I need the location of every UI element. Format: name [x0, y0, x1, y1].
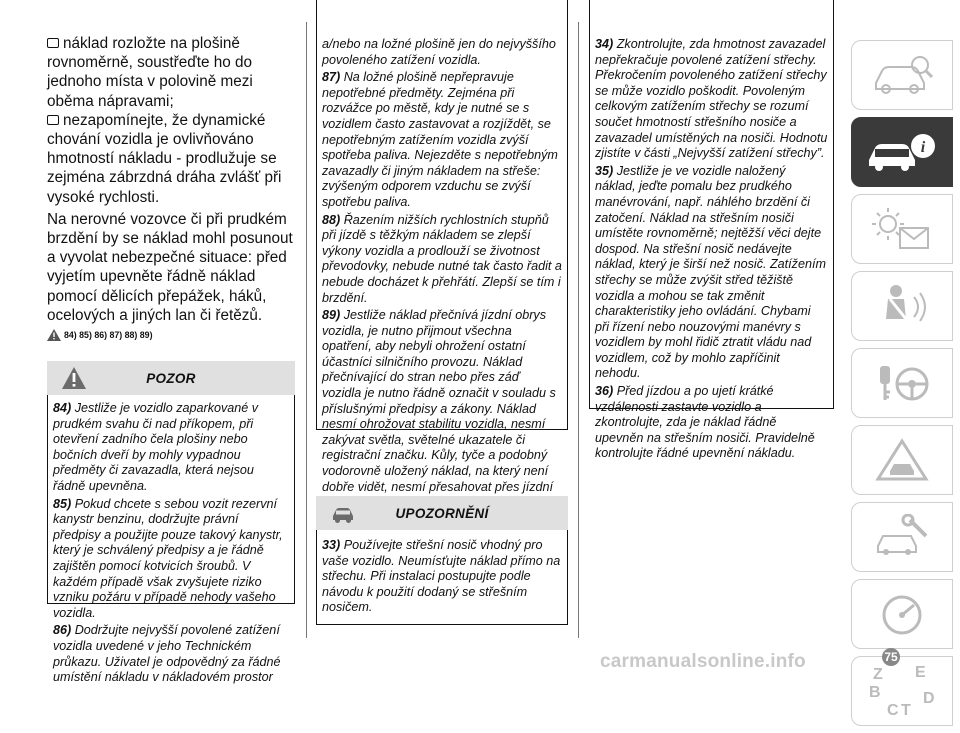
checkbox-bullet-icon	[47, 115, 59, 125]
pozor-title: POZOR	[146, 370, 196, 386]
index-letter: C	[887, 702, 899, 719]
lights-mail-icon	[870, 206, 934, 252]
warning-references	[47, 329, 295, 341]
column-1	[47, 34, 295, 685]
note-number: 33)	[322, 538, 341, 552]
note-number: 34)	[595, 37, 614, 51]
warning-triangle-icon	[61, 366, 87, 390]
index-letter: E	[915, 664, 926, 681]
upozorneni-banner	[316, 496, 568, 530]
note-number: 84)	[53, 401, 72, 416]
tab-lights-mail[interactable]	[851, 194, 953, 264]
tab-alphabet-index[interactable]	[851, 656, 953, 726]
note-item	[53, 401, 289, 495]
column-2	[316, 0, 568, 625]
bullet-item	[47, 34, 295, 111]
note-text: Jestliže je ve vozidle naložený náklad, jeďte pomalu bez prudkého manévrování, např. náhlého brzdění či zatočení. Náklad na střešním nosiči umístěte rovnoměrně; nejtěžší věci dejte dospod. Na střešní nosič nedávejte náklad, který je širší než nosič. Zatížením střechy se může zvýšit střed těžiště vozidla a mohou se tak změnit charakteristiky jeho ovládání. Chybami při řízení nebo nouzovými manévry s vozidlem by mohl řidič ztratit vládu nad vozidlem, což by mohlo zapříčinit nehodu.	[595, 163, 826, 381]
body-paragraph: Na nerovné vozovce či při prudkém brzdění by se náklad mohl posunout a vyvolat nebezpečné situace: před vyjetím upevněte řádně náklad pomocí dělicích přepážek, háků, ocelových a jiných lan či řetězů.	[47, 210, 293, 324]
tab-key-steering[interactable]	[851, 348, 953, 418]
column-3	[589, 0, 834, 461]
column-divider	[306, 22, 307, 638]
tab-wrench-car[interactable]	[851, 502, 953, 572]
note-number: 87)	[322, 70, 341, 85]
column-divider	[578, 22, 579, 638]
note-number: 89)	[322, 308, 341, 323]
note-continuation: a/nebo na ložné plošině jen do nejvyššího povoleného zatížení vozidla.	[322, 37, 556, 67]
pozor-box	[47, 395, 295, 685]
wrench-car-icon	[870, 514, 934, 560]
note-number: 35)	[595, 163, 614, 178]
tab-car-info[interactable]	[851, 117, 953, 187]
checkbox-bullet-icon	[47, 38, 59, 48]
car-info-icon	[865, 130, 939, 174]
tab-car-overview[interactable]	[851, 40, 953, 110]
car-overview-icon	[870, 53, 934, 97]
note-item	[595, 37, 828, 162]
index-letter: Z	[873, 666, 883, 683]
note-item	[322, 538, 562, 616]
note-text: Před jízdou a po ujetí krátké vzdálenosti zastavte vozidlo a zkontrolujte, zda je náklad řádně upevněn na střešním nosiči. Pravidelně kontrolujte řádné upevnění nákladu.	[595, 384, 815, 461]
bullet-text: náklad rozložte na plošině rovnoměrně, soustřeďte ho do jednoho místa v polovině mezi oběma nápravami;	[47, 35, 253, 110]
tab-seatbelt[interactable]	[851, 271, 953, 341]
note-text: Dodržujte nejvyšší povolené zatížení vozidla uvedené v jeho Technickém průkazu. Uživatel je odpovědný za řádné umístění nákladu v nákladovém prostor	[53, 623, 281, 685]
index-letter: B	[869, 684, 881, 701]
car-warning-icon	[870, 437, 934, 483]
note-item	[322, 213, 562, 307]
upozorneni-box-continued	[589, 0, 834, 461]
note-item	[595, 164, 828, 382]
svg-text:i: i	[920, 139, 926, 156]
note-text: Jestliže náklad přečnívá jízdní obrys vozidla, je nutno přijmout všechna opatření, aby nebyli ohrožení ostatní účastníci silničního provozu. Náklad přečnívající do stran nebo přes záď vozidla je nutno řádně označit v souladu s příslušnými předpisy a zákony. Náklad nesmí ohrožovat stabilitu vozidla, nesmí zakývat světla, světelné ukazatele či registrační značku. Kůly, tyče a podobný vodorovně uložený náklad, na který není dobře vidět, nesmí přesahovat přes jízdní	[322, 308, 556, 494]
note-number: 88)	[322, 212, 341, 227]
bullet-text: nezapomínejte, že dynamické chování vozidla je ovlivňováno hmotností nákladu - prodlužuje se zejména zábrzdná dráha zvlášť při vysoké rychlosti.	[47, 111, 282, 206]
note-text: Řazením nižších rychlostních stupňů při jízdě s těžkým nákladem se zlepší výkony vozidla a prodlouží se životnost převodovky, nebude nutné tak často řadit a nebude docházet k přehřátí. Zlepší se tím i brzdění.	[322, 212, 562, 305]
bullet-item	[47, 111, 295, 207]
watermark: carmanualsonline.info	[600, 651, 806, 672]
note-item	[322, 70, 562, 210]
note-item	[595, 384, 828, 462]
note-text: Zkontrolujte, zda hmotnost zavazadel nepřekračuje povolené zatížení střechy. Překročením povoleného zatížení střechy se může vozidlo poškodit. Povoleným celkovým zatížením střechy se rozumí součet hmotností střešního nosiče a zavazadel umístěných na nosiči. Hodnotu zjistíte v části „Nejvyšší zatížení střechy”.	[595, 37, 828, 161]
note-text: Jestliže je vozidlo zaparkované v prudkém svahu či nad příkopem, při otevření zadního čela plošiny nebo bočních dveří by mohly vypadnou předměty či zavazadla, která nejsou řádně upevněna.	[53, 401, 259, 494]
car-warning-icon	[330, 501, 356, 525]
note-number: 85)	[53, 496, 72, 511]
key-steering-icon	[870, 360, 934, 406]
upozorneni-title: UPOZORNĚNÍ	[395, 505, 489, 521]
upozorneni-box	[316, 530, 568, 625]
note-item	[53, 497, 289, 622]
tab-gauge[interactable]	[851, 579, 953, 649]
index-letter: T	[901, 702, 911, 719]
gauge-icon	[870, 591, 934, 637]
seatbelt-person-icon	[870, 283, 934, 329]
note-item	[322, 308, 562, 511]
tab-car-warning[interactable]	[851, 425, 953, 495]
index-letter: D	[923, 690, 935, 707]
section-tabs	[851, 40, 953, 733]
note-item	[53, 623, 289, 685]
pozor-box-continued	[316, 0, 568, 494]
note-text: Na ložné plošině nepřepravuje nepotřebné předměty. Zejména při rozvážce po městě, kdy je nutné se s vozidlem často zastavovat a rozjíždět, se nepotřebným zatížením vozidla zvýší spotřeba paliva. Nejezděte s nepotřebným zavazadly či jiným nákladem na střeše: zvýšeným odporem vzduchu se zvýší spotřebu paliva.	[322, 70, 558, 209]
note-number: 36)	[595, 384, 614, 399]
warning-triangle-icon	[47, 329, 61, 341]
reference-list: 84) 85) 86) 87) 88) 89)	[64, 330, 153, 341]
note-text: Pokud chcete s sebou vozit rezervní kanystr benzinu, dodržujte právní předpisy a použijte pouze takový kanystr, který je schválený předpisy a je řádně zajištěn pomocí kotvicích šroubů. V každém případě však zvyšujete riziko vzniku požáru v případě nehody vašeho vozidla.	[53, 496, 283, 620]
note-text: Používejte střešní nosič vhodný pro vaše vozidlo. Neumísťujte náklad přímo na střechu. Při instalaci postupujte podle návodu k použití dodaný se střešním nosičem.	[322, 538, 561, 615]
note-number: 86)	[53, 623, 72, 638]
pozor-banner	[47, 361, 295, 395]
alphabet-index-icon	[867, 663, 937, 719]
page-number: 75	[882, 648, 900, 666]
